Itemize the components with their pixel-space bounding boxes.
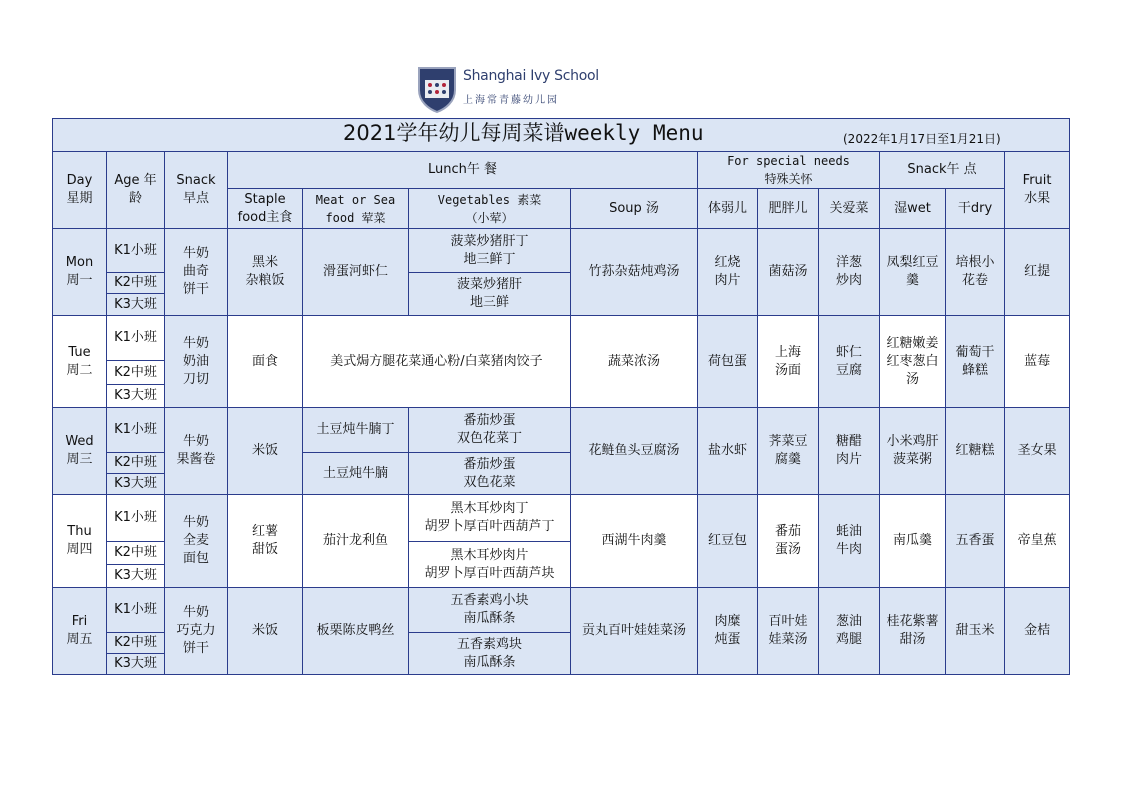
meat-cell: 茄汁龙利鱼 xyxy=(303,495,409,588)
care-cell: 蚝油 牛肉 xyxy=(819,495,880,588)
header-care: 关爱菜 xyxy=(819,189,880,229)
staple-cell: 黑米 杂粮饭 xyxy=(228,229,303,316)
school-logo xyxy=(415,64,599,114)
fruit-cell: 金桔 xyxy=(1005,588,1070,675)
dry-cell: 红糖糕 xyxy=(946,408,1005,495)
care-cell: 糖醋 肉片 xyxy=(819,408,880,495)
wet-cell: 桂花紫薯 甜汤 xyxy=(880,588,946,675)
care-cell: 葱油 鸡腿 xyxy=(819,588,880,675)
class-cell: K2中班 xyxy=(107,273,165,294)
veg-cell: 黑木耳炒肉丁 胡罗卜厚百叶西葫芦丁 xyxy=(409,495,571,542)
header-soup: Soup 汤 xyxy=(571,189,698,229)
header-dry: 干dry xyxy=(946,189,1005,229)
care-cell: 洋葱 炒肉 xyxy=(819,229,880,316)
soup-cell: 西湖牛肉羹 xyxy=(571,495,698,588)
day-cell: Wed 周三 xyxy=(53,408,107,495)
class-cell: K3大班 xyxy=(107,474,165,495)
class-cell: K2中班 xyxy=(107,633,165,654)
veg-cell: 菠菜炒猪肝丁 地三鲜丁 xyxy=(409,229,571,273)
veg-cell: 番茄炒蛋 双色花菜 xyxy=(409,453,571,495)
fruit-cell: 蓝莓 xyxy=(1005,316,1070,408)
wet-cell: 红糖嫩姜 红枣葱白 汤 xyxy=(880,316,946,408)
care-cell: 虾仁 豆腐 xyxy=(819,316,880,408)
header-fruit: Fruit 水果 xyxy=(1005,152,1070,229)
title-row xyxy=(53,119,1070,152)
dry-cell: 五香蛋 xyxy=(946,495,1005,588)
obese-cell: 荠菜豆 腐羹 xyxy=(758,408,819,495)
snack-cell: 牛奶 果酱卷 xyxy=(165,408,228,495)
weekly-menu-table xyxy=(52,118,1070,675)
day-cell: Mon 周一 xyxy=(53,229,107,316)
class-cell: K3大班 xyxy=(107,565,165,588)
meat-cell: 板栗陈皮鸭丝 xyxy=(303,588,409,675)
class-cell: K1小班 xyxy=(107,229,165,273)
page-title: 2021学年幼儿每周菜谱weekly Menu xyxy=(343,121,704,145)
header-staple: Staple food主食 xyxy=(228,189,303,229)
dry-cell: 甜玉米 xyxy=(946,588,1005,675)
weak-cell: 红烧 肉片 xyxy=(698,229,758,316)
date-range: (2022年1月17日至1月21日) xyxy=(843,132,1001,146)
obese-cell: 上海 汤面 xyxy=(758,316,819,408)
class-cell: K1小班 xyxy=(107,316,165,361)
obese-cell: 番茄 蛋汤 xyxy=(758,495,819,588)
day-cell: Tue 周二 xyxy=(53,316,107,408)
school-name-cn: 上海常青藤幼儿园 xyxy=(463,95,559,106)
fruit-cell: 圣女果 xyxy=(1005,408,1070,495)
day-cell: Thu 周四 xyxy=(53,495,107,588)
wet-cell: 凤梨红豆 羹 xyxy=(880,229,946,316)
obese-cell: 菌菇汤 xyxy=(758,229,819,316)
veg-cell: 黑木耳炒肉片 胡罗卜厚百叶西葫芦块 xyxy=(409,542,571,588)
weak-cell: 红豆包 xyxy=(698,495,758,588)
school-crest-icon xyxy=(415,64,459,114)
header-age: Age 年 龄 xyxy=(107,152,165,229)
class-cell: K2中班 xyxy=(107,542,165,565)
class-cell: K3大班 xyxy=(107,385,165,408)
weak-cell: 盐水虾 xyxy=(698,408,758,495)
header-snack-afternoon: Snack午 点 xyxy=(880,152,1005,189)
header-wet: 湿wet xyxy=(880,189,946,229)
weak-cell: 荷包蛋 xyxy=(698,316,758,408)
fruit-cell: 红提 xyxy=(1005,229,1070,316)
snack-cell: 牛奶 曲奇 饼干 xyxy=(165,229,228,316)
meat-cell: 滑蛋河虾仁 xyxy=(303,229,409,316)
veg-cell: 五香素鸡块 南瓜酥条 xyxy=(409,633,571,675)
header-lunch: Lunch午 餐 xyxy=(228,152,698,189)
weak-cell: 肉糜 炖蛋 xyxy=(698,588,758,675)
header-special-needs: For special needs 特殊关怀 xyxy=(698,152,880,189)
dry-cell: 培根小 花卷 xyxy=(946,229,1005,316)
soup-cell: 花鲢鱼头豆腐汤 xyxy=(571,408,698,495)
wet-cell: 南瓜羹 xyxy=(880,495,946,588)
wet-cell: 小米鸡肝 菠菜粥 xyxy=(880,408,946,495)
header-vegetables: Vegetables 素菜 （小荤） xyxy=(409,189,571,229)
snack-cell: 牛奶 巧克力 饼干 xyxy=(165,588,228,675)
day-cell: Fri 周五 xyxy=(53,588,107,675)
meat-cell: 土豆炖牛腩丁 xyxy=(303,408,409,453)
class-cell: K1小班 xyxy=(107,408,165,453)
snack-cell: 牛奶 全麦 面包 xyxy=(165,495,228,588)
fruit-cell: 帝皇蕉 xyxy=(1005,495,1070,588)
soup-cell: 贡丸百叶娃娃菜汤 xyxy=(571,588,698,675)
staple-cell: 米饭 xyxy=(228,408,303,495)
header-snack-morning: Snack 早点 xyxy=(165,152,228,229)
soup-cell: 蔬菜浓汤 xyxy=(571,316,698,408)
class-cell: K2中班 xyxy=(107,453,165,474)
dry-cell: 葡萄干 蜂糕 xyxy=(946,316,1005,408)
header-obese: 肥胖儿 xyxy=(758,189,819,229)
staple-cell: 米饭 xyxy=(228,588,303,675)
veg-cell: 菠菜炒猪肝 地三鲜 xyxy=(409,273,571,316)
veg-cell: 五香素鸡小块 南瓜酥条 xyxy=(409,588,571,633)
obese-cell: 百叶娃 娃菜汤 xyxy=(758,588,819,675)
header-day: Day 星期 xyxy=(53,152,107,229)
class-cell: K1小班 xyxy=(107,495,165,542)
header-weak: 体弱儿 xyxy=(698,189,758,229)
class-cell: K3大班 xyxy=(107,654,165,675)
header-meat: Meat or Sea food 荤菜 xyxy=(303,189,409,229)
class-cell: K2中班 xyxy=(107,361,165,385)
soup-cell: 竹荪杂菇炖鸡汤 xyxy=(571,229,698,316)
lunch-combined-cell: 美式焗方腿花菜通心粉/白菜猪肉饺子 xyxy=(303,316,571,408)
staple-cell: 红薯 甜饭 xyxy=(228,495,303,588)
class-cell: K3大班 xyxy=(107,294,165,316)
staple-cell: 面食 xyxy=(228,316,303,408)
meat-cell: 土豆炖牛腩 xyxy=(303,453,409,495)
snack-cell: 牛奶 奶油 刀切 xyxy=(165,316,228,408)
class-cell: K1小班 xyxy=(107,588,165,633)
veg-cell: 番茄炒蛋 双色花菜丁 xyxy=(409,408,571,453)
school-name-en: Shanghai Ivy School xyxy=(463,68,599,84)
